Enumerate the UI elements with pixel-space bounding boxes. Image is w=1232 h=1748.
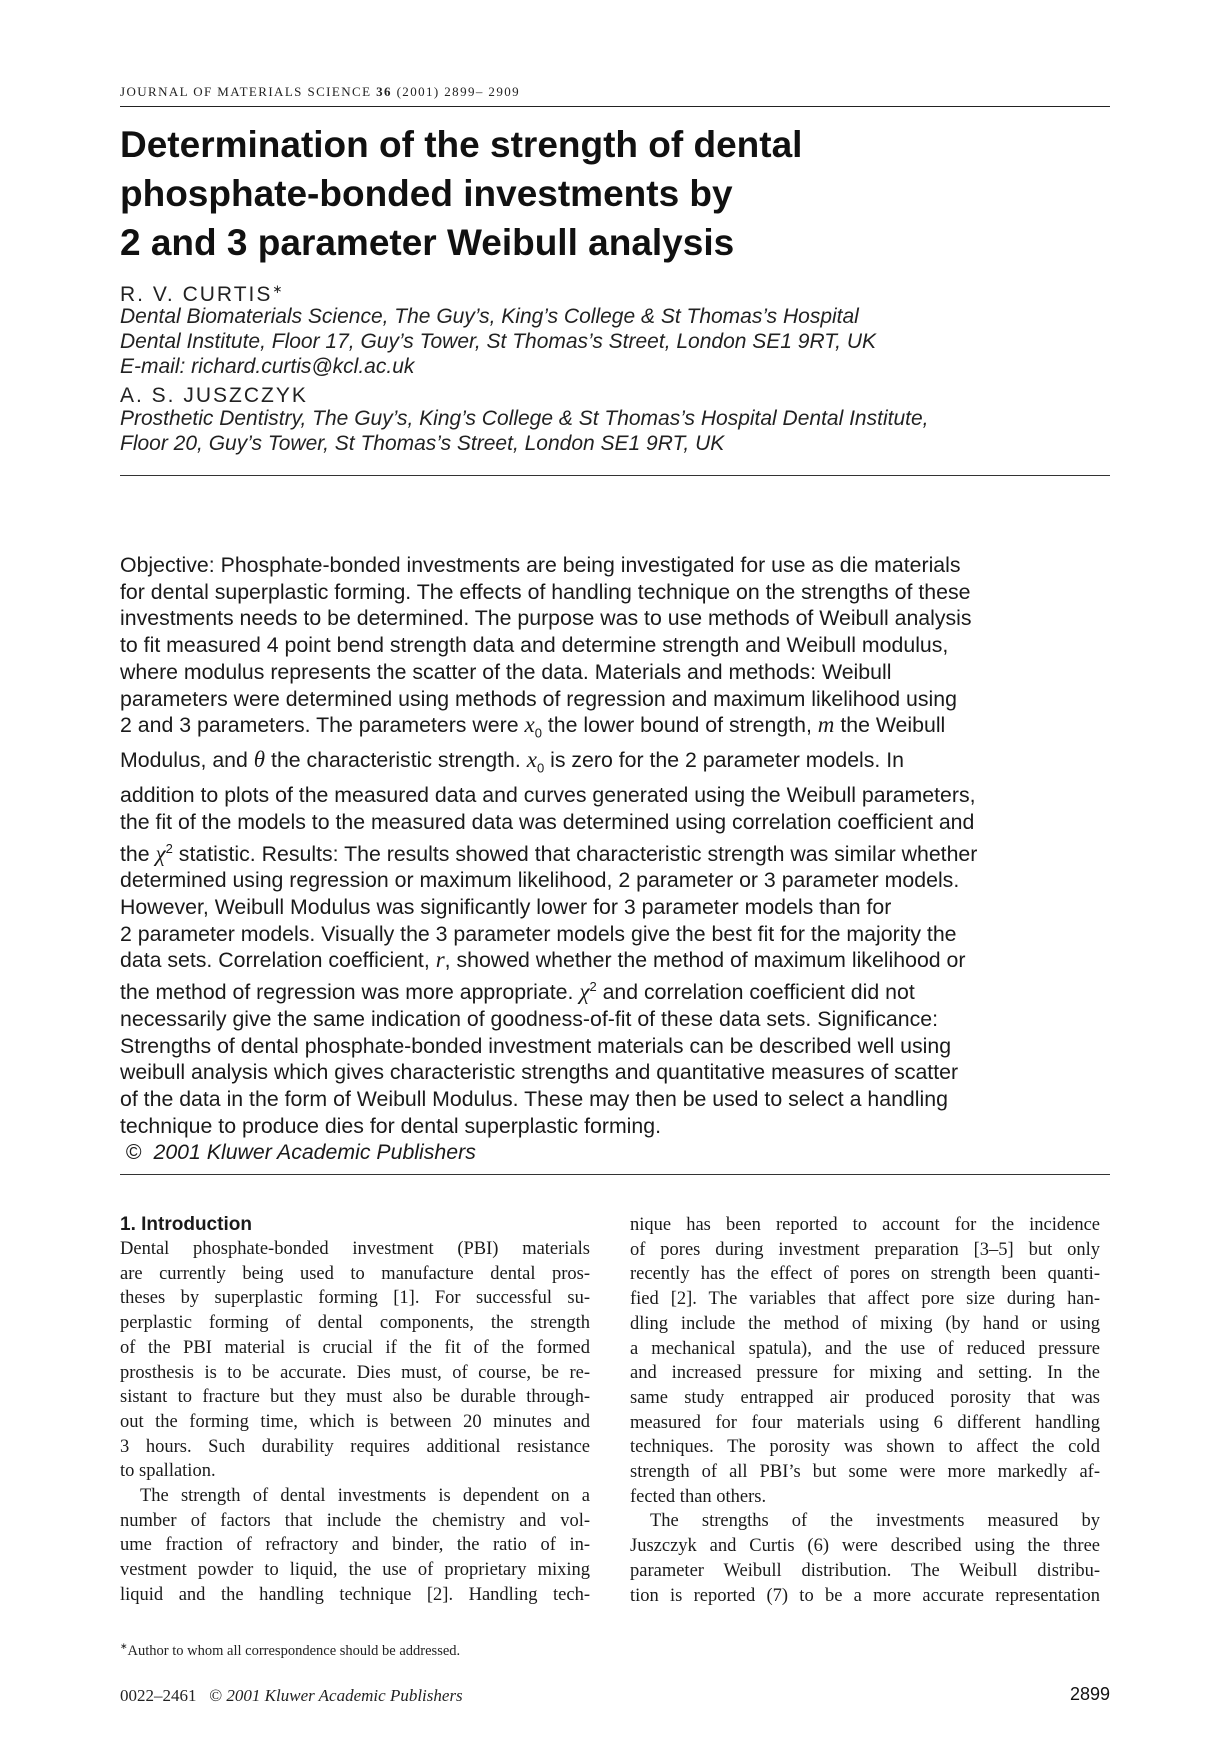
journal-volume: 36 [376, 84, 392, 99]
body-line: Dental phosphate-bonded investment (PBI) materials [120, 1239, 590, 1259]
journal-name: JOURNAL OF MATERIALS SCIENCE [120, 84, 372, 99]
abstract-line: parameters were determined using methods of regression and maximum likelihood using [120, 686, 957, 711]
author-name-juszczyk [120, 384, 308, 408]
body-line: of pores during investment preparation [3–5] but only [630, 1239, 1100, 1260]
abstract-line: Objective: Phosphate-bonded investments are being investigated for use as die materials [120, 553, 961, 577]
body-line: perplastic forming of dental components, the strength [120, 1313, 590, 1334]
footnote-text: Author to whom all correspondence should be addressed. [127, 1642, 461, 1659]
abstract-line: Strengths of dental phosphate-bonded investment materials can be described well using [120, 1033, 952, 1058]
title-line: phosphate-bonded investments by [120, 173, 733, 214]
symbol-theta: θ [253, 747, 266, 773]
affiliation-line: Floor 20, Guy’s Tower, St Thomas’s Street, London SE1 9RT, UK [120, 432, 725, 455]
body-line: of the PBI material is crucial if the fit of the formed [120, 1337, 590, 1358]
title-line: 2 and 3 parameter Weibull analysis [120, 222, 735, 263]
title-line: Determination of the strength of dental [120, 124, 803, 165]
body-line: and increased pressure for mixing and setting. In the [630, 1363, 1100, 1384]
abstract-line: 2 parameter models. Visually the 3 parameter models give the best fit for the majority the [120, 921, 957, 946]
body-line: vestment powder to liquid, the use of proprietary mixing [120, 1560, 590, 1581]
body-line: sistant to fracture but they must also be durable through- [120, 1387, 590, 1408]
abstract-bottom-rule [120, 1174, 1110, 1175]
affiliation-line: Dental Institute, Floor 17, Guy’s Tower, St Thomas’s Street, London SE1 9RT, UK [120, 330, 877, 353]
text-run: data sets. Correlation coefficient, [120, 948, 436, 973]
text-run: the method of regression was more appropriate. [120, 980, 580, 1005]
text-run: , showed whether the method of maximum likelihood or [444, 948, 966, 973]
abstract-line: However, Weibull Modulus was significantly lower for 3 parameter models than for [120, 895, 892, 920]
section-heading-introduction: 1. Introduction [120, 1214, 252, 1235]
copyright-text: 2001 Kluwer Academic Publishers [153, 1140, 476, 1165]
body-line: number of factors that include the chemistry and vol- [120, 1510, 590, 1531]
text-run: and correlation coefficient did not [596, 980, 915, 1005]
symbol-chi: χ [155, 840, 166, 866]
symbol-x: x [526, 747, 537, 773]
text-run: statistic. Results: The results showed that characteristic strength was similar whether [172, 841, 978, 866]
body-line: prosthesis is to be accurate. Dies must, of course, be re- [120, 1362, 590, 1383]
symbol-x: x [524, 712, 535, 738]
abstract-line [120, 974, 1120, 1006]
body-line: measured for four materials using 6 different handling [630, 1412, 1100, 1433]
footer-issn: 0022–2461 [120, 1686, 197, 1705]
text-run: 2 and 3 parameters. The parameters were [120, 713, 525, 738]
body-line: ume fraction of refractory and binder, the ratio of in- [120, 1535, 590, 1556]
author-email[interactable]: E-mail: richard.curtis@kcl.ac.uk [120, 355, 415, 378]
text-run: the Weibull [834, 713, 946, 738]
body-column-left [120, 1213, 590, 1608]
body-line: 3 hours. Such durability requires additional resistance [120, 1436, 590, 1457]
body-line: recently has the effect of pores on strength been quanti- [630, 1264, 1100, 1285]
abstract-top-rule [120, 475, 1110, 476]
body-line: parameter Weibull distribution. The Weibull distribu- [630, 1560, 1100, 1581]
footnote [120, 1641, 460, 1660]
body-line: The strengths of the investments measured by [650, 1511, 1100, 1532]
body-line: fied [2]. The variables that affect pore size during han- [630, 1289, 1100, 1310]
corresponding-author-mark: ∗ [272, 282, 283, 296]
abstract-line: the fit of the models to the measured data was determined using correlation coefficient and [120, 809, 975, 834]
symbol-r: r [435, 947, 445, 973]
abstract-line: for dental superplastic forming. The effects of handling technique on the strengths of these [120, 579, 971, 604]
header-rule [120, 106, 1110, 107]
body-line: theses by superplastic forming [1]. For successful su- [120, 1288, 590, 1309]
body-line: same study entrapped air produced porosity that was [630, 1387, 1100, 1408]
superscript-two: 2 [589, 979, 597, 995]
journal-year: (2001) [396, 84, 440, 99]
abstract-line: determined using regression or maximum likelihood, 2 parameter or 3 parameter models. [120, 868, 960, 893]
affiliation-line: Prosthetic Dentistry, The Guy’s, King’s College & St Thomas’s Hospital Dental Institute, [120, 407, 929, 430]
body-line: to spallation. [120, 1461, 216, 1482]
body-line: liquid and the handling technique [2]. Handling tech- [120, 1584, 590, 1605]
footnote-mark: ∗ [120, 1641, 128, 1651]
body-line: nique has been reported to account for the incidence [630, 1215, 1100, 1235]
text-run: the lower bound of strength, [541, 713, 818, 738]
footer-issn-line [120, 1686, 463, 1706]
paper-title [120, 120, 1110, 267]
body-line: dling include the method of mixing (by hand or using [630, 1313, 1100, 1334]
body-line: out the forming time, which is between 20 minutes and [120, 1411, 590, 1432]
body-line: strength of all PBI’s but some were more markedly af- [630, 1462, 1100, 1483]
footer-publisher: 2001 Kluwer Academic Publishers [226, 1686, 463, 1705]
footer-copyright-symbol: © [209, 1686, 223, 1705]
abstract-line [120, 947, 1120, 974]
abstract-copyright [120, 1139, 1120, 1166]
subscript-zero: 0 [534, 725, 542, 741]
abstract-line: where modulus represents the scatter of the data. Materials and methods: Weibull [120, 659, 892, 684]
abstract-line: of the data in the form of Weibull Modulus. These may then be used to select a handling [120, 1087, 948, 1112]
body-line: tion is reported (7) to be a more accurate representation [630, 1585, 1100, 1606]
author-name-text: R. V. CURTIS [120, 283, 273, 306]
abstract-line: weibull analysis which gives characteristic strengths and quantitative measures of scatter [120, 1060, 959, 1085]
abstract [120, 552, 1120, 1166]
text-run: is zero for the 2 parameter models. In [544, 748, 905, 773]
abstract-line: to fit measured 4 point bend strength data and determine strength and Weibull modulus, [120, 633, 949, 658]
text-run: the characteristic strength. [265, 748, 527, 773]
text-run: the [120, 841, 156, 866]
abstract-line [120, 712, 1120, 747]
abstract-line: addition to plots of the measured data and curves generated using the Weibull parameters, [120, 783, 976, 808]
body-line: techniques. The porosity was shown to affect the cold [630, 1437, 1100, 1458]
page-number: 2899 [1069, 1684, 1110, 1704]
abstract-line: necessarily give the same indication of goodness-of-fit of these data sets. Significance: [120, 1006, 939, 1031]
body-line: Juszczyk and Curtis (6) were described using the three [630, 1536, 1100, 1557]
body-line: are currently being used to manufacture dental pros- [120, 1263, 590, 1284]
body-line: fected than others. [630, 1486, 767, 1507]
body-column-right [630, 1213, 1100, 1608]
affiliation-curtis [120, 304, 1120, 379]
body-line: The strength of dental investments is dependent on a [140, 1486, 590, 1507]
body-line: a mechanical spatula), and the use of reduced pressure [630, 1338, 1100, 1359]
subscript-zero: 0 [536, 760, 545, 776]
symbol-chi: χ [579, 979, 590, 1005]
superscript-two: 2 [165, 840, 173, 856]
abstract-line: investments needs to be determined. The purpose was to use methods of Weibull analysis [120, 606, 972, 631]
symbol-m: m [817, 712, 835, 738]
abstract-line [120, 747, 1120, 782]
journal-pages: 2899– 2909 [444, 84, 521, 99]
text-run: Modulus, and [120, 748, 254, 773]
abstract-line: technique to produce dies for dental superplastic forming. [120, 1113, 662, 1138]
abstract-line [120, 836, 1120, 868]
affiliation-line: Dental Biomaterials Science, The Guy’s, King’s College & St Thomas’s Hospital [120, 305, 859, 328]
affiliation-juszczyk [120, 406, 1120, 456]
copyright-symbol: © [125, 1140, 142, 1165]
author-name-text: A. S. JUSZCZYK [120, 384, 308, 407]
journal-header [120, 84, 1110, 100]
